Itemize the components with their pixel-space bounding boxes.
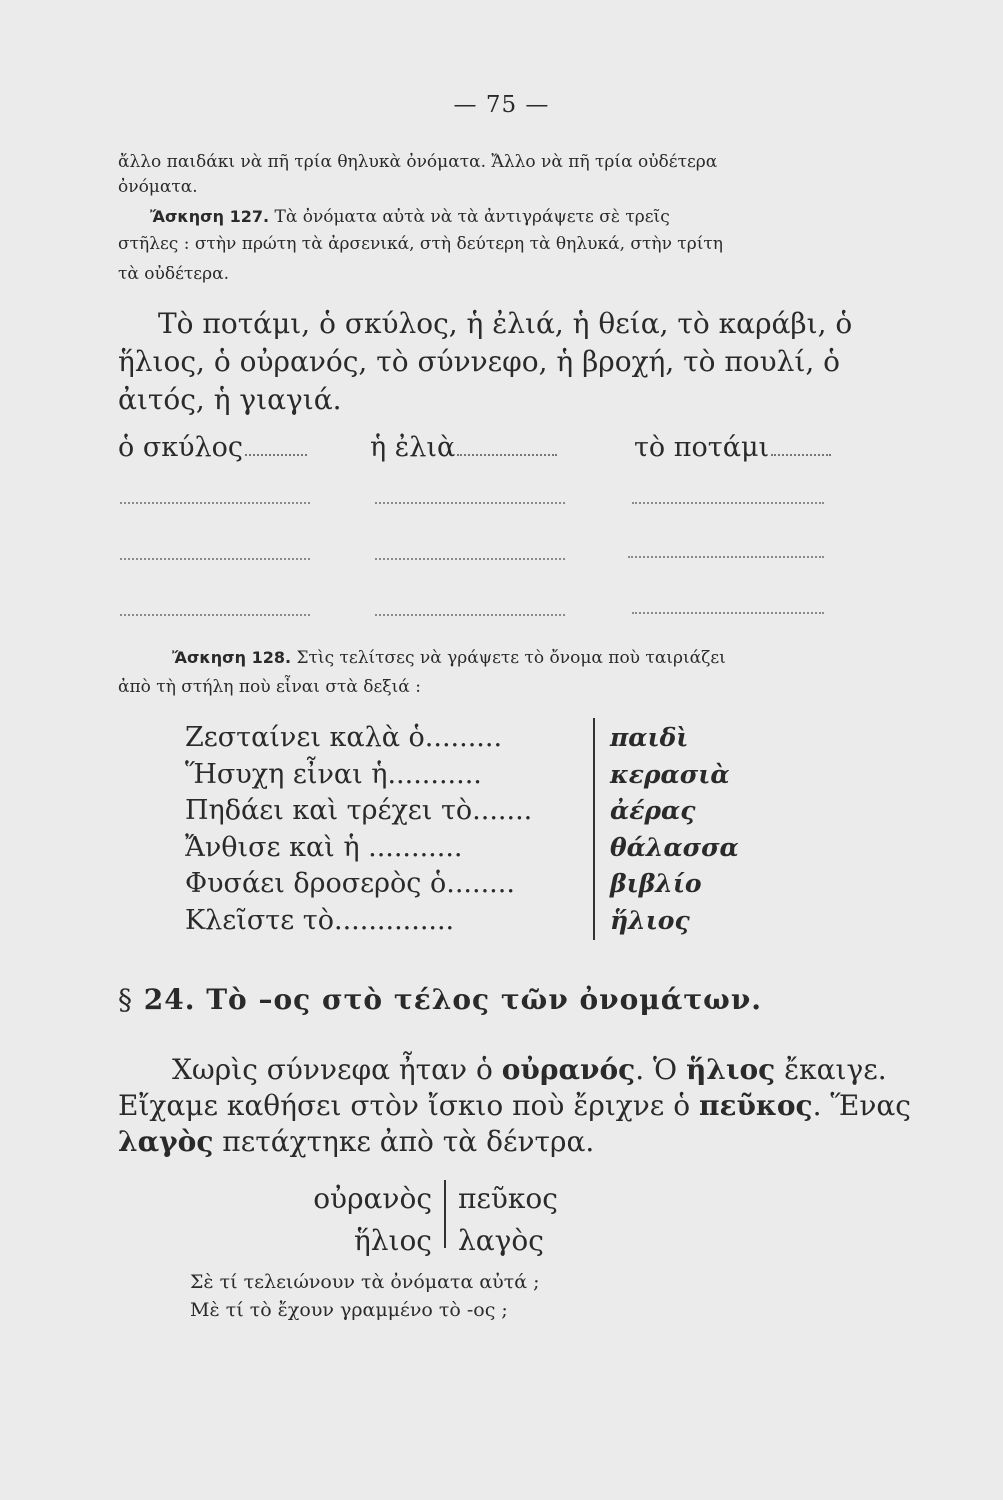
fill-dots bbox=[245, 454, 307, 456]
fill-dots bbox=[771, 454, 831, 456]
column-feminine bbox=[370, 432, 557, 463]
story-text: Χωρὶς σύννεφα ἦταν ὁ bbox=[172, 1053, 502, 1086]
blank-line bbox=[375, 614, 565, 616]
fill-dots bbox=[457, 454, 557, 456]
story-keyword: λαγὸς bbox=[118, 1125, 214, 1158]
fill-sentence: Φυσάει δροσερὸς ὁ........ bbox=[185, 868, 515, 899]
exercise-127-line-1 bbox=[150, 204, 670, 230]
word-paragraph-line-1: Τὸ ποτάμι, ὁ σκύλος, ἡ ἐλιά, ἡ θεία, τὸ καράβι, ὁ bbox=[158, 307, 853, 340]
story-text: . Ἕνας bbox=[812, 1089, 911, 1122]
exercise-128-instruction: Στὶς τελίτσες νὰ γράψετε τὸ ὄνομα ποὺ ταιριάζει bbox=[296, 648, 726, 668]
word-bank-item: ἥλιος bbox=[610, 905, 690, 935]
column-neuter bbox=[634, 432, 831, 463]
table-cell: ἥλιος bbox=[353, 1224, 432, 1257]
table-cell: οὐρανὸς bbox=[313, 1182, 432, 1215]
story-text: Εἴχαμε καθήσει στὸν ἴσκιο ποὺ ἔριχνε ὁ bbox=[118, 1089, 699, 1122]
blank-line bbox=[632, 612, 824, 614]
story-text: πετάχτηκε ἀπὸ τὰ δέντρα. bbox=[213, 1125, 595, 1158]
section-title: Τὸ –ος στὸ τέλος τῶν ὀνομάτων. bbox=[206, 983, 762, 1016]
blank-line bbox=[632, 502, 824, 504]
blank-line bbox=[375, 558, 565, 560]
table-cell: πεῦκος bbox=[458, 1182, 558, 1215]
column-feminine-label: ἡ ἐλιὰ bbox=[370, 432, 456, 463]
fill-sentence: Κλεῖστε τὸ.............. bbox=[185, 904, 455, 936]
table-divider bbox=[444, 1180, 446, 1248]
blank-line bbox=[120, 614, 310, 616]
exercise-127-line-3: τὰ οὐδέτερα. bbox=[118, 264, 229, 284]
story-text: . Ὁ bbox=[635, 1053, 686, 1086]
exercise-127-line-2: στῆλες : στὴν πρώτη τὰ ἀρσενικά, στὴ δεύτερη τὰ θηλυκά, στὴν τρίτη bbox=[118, 234, 723, 254]
story-keyword: ἥλιος bbox=[685, 1053, 776, 1086]
column-divider bbox=[593, 718, 595, 940]
exercise-128-line-2: ἀπὸ τὴ στήλη ποὺ εἶναι στὰ δεξιά : bbox=[118, 677, 421, 697]
page-number: — 75 — bbox=[453, 92, 550, 118]
fill-sentence: Ἄνθισε καὶ ἡ ........... bbox=[185, 831, 463, 863]
word-bank-item: παιδὶ bbox=[610, 723, 689, 752]
fill-sentences bbox=[185, 720, 532, 939]
word-bank-item: θάλασσα bbox=[610, 832, 739, 862]
story-line-2 bbox=[118, 1088, 911, 1124]
column-masculine bbox=[118, 432, 307, 463]
intro-line-1: ἄλλο παιδάκι νὰ πῆ τρία θηλυκὰ ὀνόματα. Ἄλλο νὰ πῆ τρία οὐδέτερα bbox=[118, 152, 718, 172]
word-bank-item: ἀέρας bbox=[610, 796, 696, 825]
exercise-128-line-1 bbox=[172, 648, 726, 668]
section-24-heading bbox=[118, 983, 762, 1016]
exercise-128-label: Ἄσκηση 128. bbox=[172, 648, 292, 667]
word-bank-item: βιβλίο bbox=[610, 869, 702, 898]
story-line-3 bbox=[118, 1124, 594, 1160]
table-left-column bbox=[300, 1178, 432, 1262]
blank-line bbox=[375, 502, 565, 504]
fill-sentence: Ζεσταίνει καλὰ ὁ......... bbox=[185, 722, 503, 753]
blank-line bbox=[628, 556, 824, 558]
blank-line bbox=[120, 502, 310, 504]
question-1: Σὲ τί τελειώνουν τὰ ὀνόματα αὐτά ; bbox=[190, 1271, 540, 1293]
word-paragraph-line-2: ἥλιος, ὁ οὐρανός, τὸ σύννεφο, ἡ βροχή, τὸ πουλί, ὁ bbox=[118, 345, 841, 378]
section-symbol: § bbox=[118, 983, 133, 1016]
question-2: Μὲ τί τὸ ἔχουν γραμμένο τὸ -ος ; bbox=[190, 1299, 508, 1321]
column-masculine-label: ὁ σκύλος bbox=[118, 432, 244, 463]
exercise-127-label: Ἄσκηση 127. bbox=[150, 207, 270, 226]
story-text: ἔκαιγε. bbox=[775, 1053, 887, 1086]
intro-line-2: ὀνόματα. bbox=[118, 177, 198, 197]
table-cell: λαγὸς bbox=[458, 1224, 544, 1257]
word-paragraph-line-3: ἀιτός, ἡ γιαγιά. bbox=[118, 383, 342, 416]
story-line-1 bbox=[172, 1052, 887, 1088]
exercise-127-instruction: Τὰ ὀνόματα αὐτὰ νὰ τὰ ἀντιγράψετε σὲ τρεῖς bbox=[274, 207, 670, 227]
fill-sentence: Πηδάει καὶ τρέχει τὸ....... bbox=[185, 795, 533, 826]
column-neuter-label: τὸ ποτάμι bbox=[634, 432, 770, 463]
story-keyword: πεῦκος bbox=[698, 1089, 813, 1122]
table-right-column bbox=[458, 1178, 558, 1262]
word-bank-item: κερασιὰ bbox=[610, 759, 730, 789]
fill-sentence: Ἥσυχη εἶναι ἡ........... bbox=[185, 758, 482, 790]
story-keyword: οὐρανός bbox=[501, 1053, 636, 1086]
section-number: 24. bbox=[143, 983, 196, 1016]
word-bank bbox=[610, 720, 739, 939]
blank-line bbox=[120, 558, 310, 560]
